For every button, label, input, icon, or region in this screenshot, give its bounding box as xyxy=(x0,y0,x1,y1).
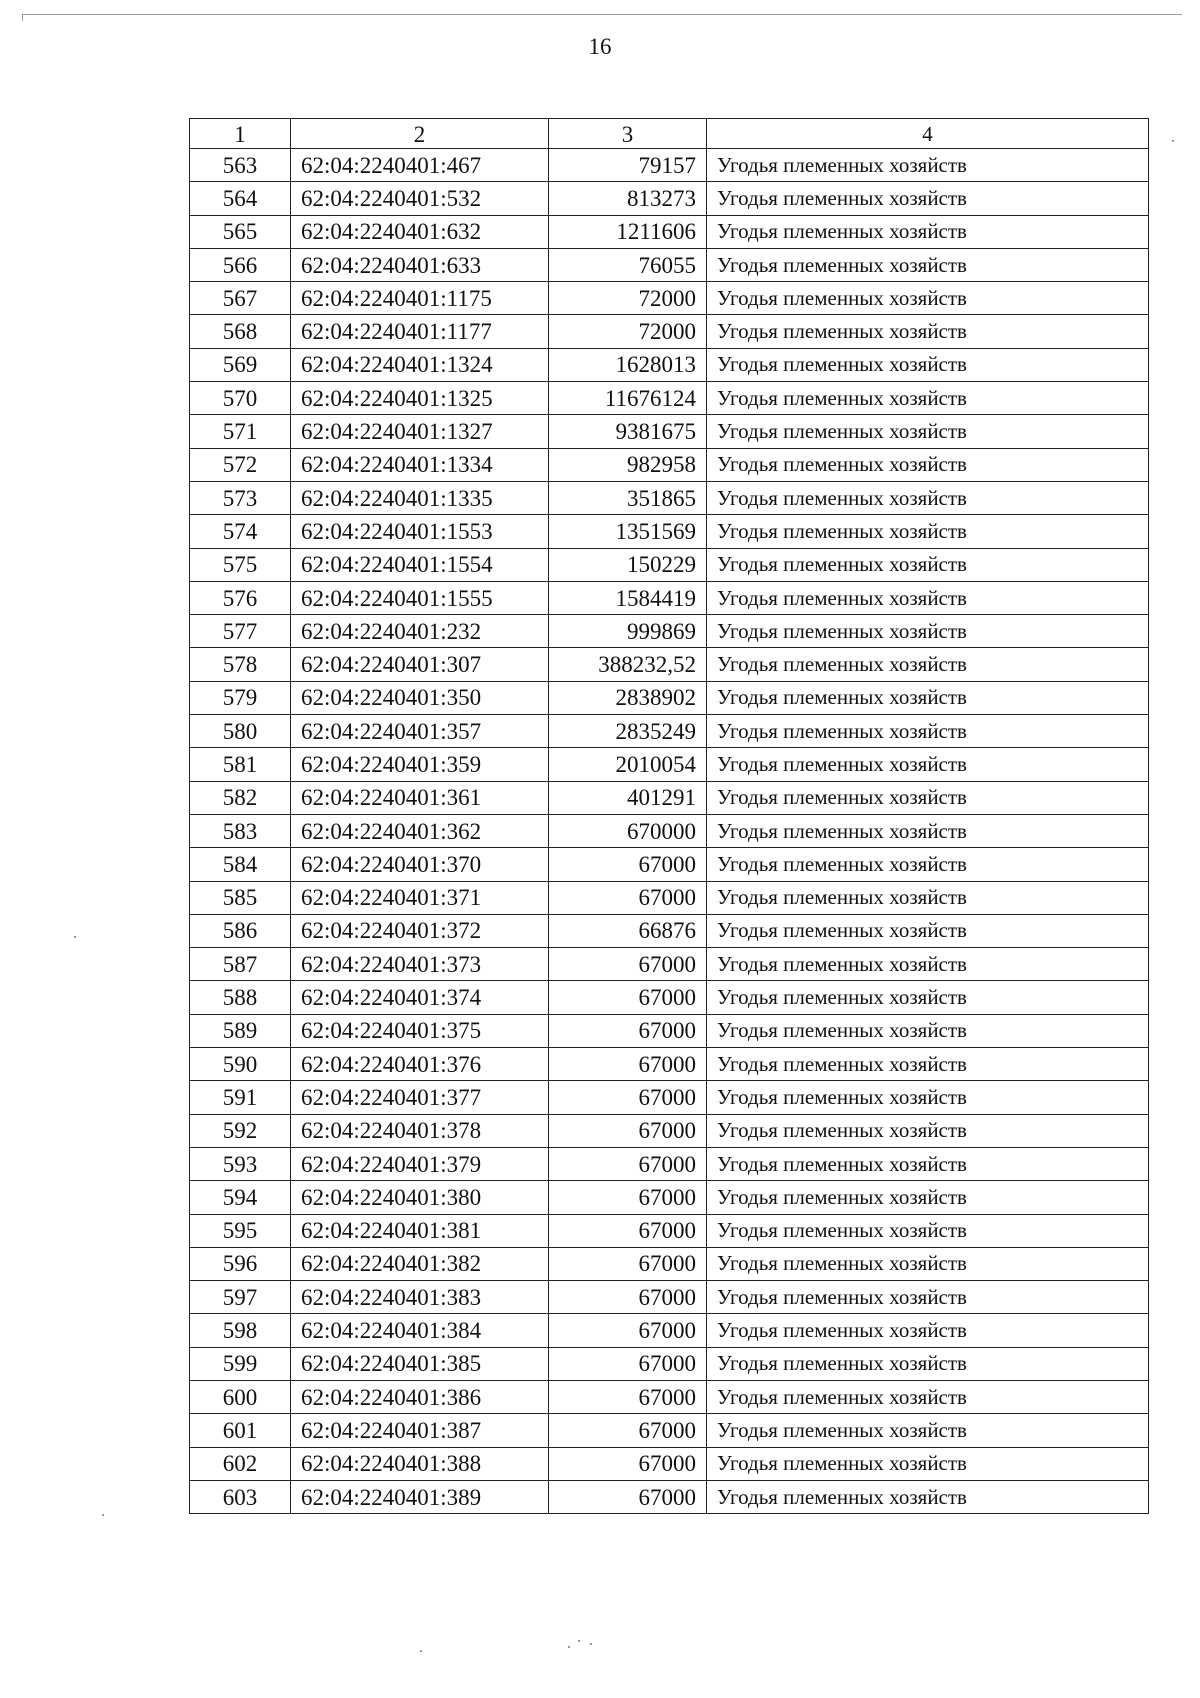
table-row xyxy=(190,1048,1149,1081)
row-number-cell: 564 xyxy=(190,182,291,215)
land-category-cell: Угодья племенных хозяйств xyxy=(707,814,1149,847)
area-cell: 72000 xyxy=(549,315,707,348)
cadastral-number-cell: 62:04:2240401:374 xyxy=(291,981,549,1014)
cadastral-number-cell: 62:04:2240401:467 xyxy=(291,149,549,182)
cadastral-number-cell: 62:04:2240401:1325 xyxy=(291,382,549,415)
row-number-cell: 587 xyxy=(190,948,291,981)
land-category-cell: Угодья племенных хозяйств xyxy=(707,248,1149,281)
area-cell: 67000 xyxy=(549,1114,707,1147)
table-row xyxy=(190,948,1149,981)
cadastral-number-cell: 62:04:2240401:307 xyxy=(291,648,549,681)
land-plots-table xyxy=(189,118,1149,1514)
area-cell: 76055 xyxy=(549,248,707,281)
land-category-cell: Угодья племенных хозяйств xyxy=(707,1147,1149,1180)
page-number: 16 xyxy=(588,34,612,59)
cadastral-number-cell: 62:04:2240401:359 xyxy=(291,748,549,781)
table-row xyxy=(190,1147,1149,1180)
table-row xyxy=(190,1214,1149,1247)
area-cell: 79157 xyxy=(549,149,707,182)
cadastral-number-cell: 62:04:2240401:1555 xyxy=(291,581,549,614)
row-number-cell: 581 xyxy=(190,748,291,781)
area-cell: 670000 xyxy=(549,814,707,847)
cadastral-number-cell: 62:04:2240401:1177 xyxy=(291,315,549,348)
area-cell: 67000 xyxy=(549,1447,707,1480)
area-cell: 72000 xyxy=(549,282,707,315)
table-header xyxy=(190,119,1149,149)
cadastral-number-cell: 62:04:2240401:387 xyxy=(291,1414,549,1447)
column-header-3: 3 xyxy=(549,119,707,149)
table-row xyxy=(190,1281,1149,1314)
scan-top-rule-tick xyxy=(22,14,23,21)
column-header-2: 2 xyxy=(291,119,549,149)
land-category-cell: Угодья племенных хозяйств xyxy=(707,1247,1149,1280)
table-row xyxy=(190,515,1149,548)
row-number-cell: 592 xyxy=(190,1114,291,1147)
land-category-cell: Угодья племенных хозяйств xyxy=(707,315,1149,348)
land-category-cell: Угодья племенных хозяйств xyxy=(707,515,1149,548)
row-number-cell: 596 xyxy=(190,1247,291,1280)
land-category-cell: Угодья племенных хозяйств xyxy=(707,348,1149,381)
table-row xyxy=(190,748,1149,781)
land-category-cell: Угодья племенных хозяйств xyxy=(707,648,1149,681)
row-number-cell: 597 xyxy=(190,1281,291,1314)
table-row xyxy=(190,814,1149,847)
land-category-cell: Угодья племенных хозяйств xyxy=(707,848,1149,881)
row-number-cell: 575 xyxy=(190,548,291,581)
cadastral-number-cell: 62:04:2240401:385 xyxy=(291,1347,549,1380)
area-cell: 11676124 xyxy=(549,382,707,415)
area-cell: 2010054 xyxy=(549,748,707,781)
cadastral-number-cell: 62:04:2240401:370 xyxy=(291,848,549,881)
land-category-cell: Угодья племенных хозяйств xyxy=(707,215,1149,248)
cadastral-number-cell: 62:04:2240401:633 xyxy=(291,248,549,281)
row-number-cell: 594 xyxy=(190,1181,291,1214)
row-number-cell: 567 xyxy=(190,282,291,315)
row-number-cell: 576 xyxy=(190,581,291,614)
table-row xyxy=(190,681,1149,714)
scan-speck xyxy=(578,1640,580,1642)
area-cell: 67000 xyxy=(549,948,707,981)
cadastral-number-cell: 62:04:2240401:532 xyxy=(291,182,549,215)
table-row xyxy=(190,581,1149,614)
cadastral-number-cell: 62:04:2240401:632 xyxy=(291,215,549,248)
row-number-cell: 580 xyxy=(190,715,291,748)
cadastral-number-cell: 62:04:2240401:1553 xyxy=(291,515,549,548)
area-cell: 67000 xyxy=(549,1247,707,1280)
table-row xyxy=(190,648,1149,681)
land-category-cell: Угодья племенных хозяйств xyxy=(707,415,1149,448)
table-row xyxy=(190,715,1149,748)
cadastral-number-cell: 62:04:2240401:375 xyxy=(291,1014,549,1047)
land-category-cell: Угодья племенных хозяйств xyxy=(707,1114,1149,1147)
land-category-cell: Угодья племенных хозяйств xyxy=(707,149,1149,182)
area-cell: 1628013 xyxy=(549,348,707,381)
table-row xyxy=(190,448,1149,481)
cadastral-number-cell: 62:04:2240401:380 xyxy=(291,1181,549,1214)
row-number-cell: 589 xyxy=(190,1014,291,1047)
row-number-cell: 600 xyxy=(190,1380,291,1413)
area-cell: 67000 xyxy=(549,1014,707,1047)
table-row xyxy=(190,1314,1149,1347)
area-cell: 982958 xyxy=(549,448,707,481)
scan-speck xyxy=(420,1650,422,1652)
cadastral-number-cell: 62:04:2240401:373 xyxy=(291,948,549,981)
table-row xyxy=(190,215,1149,248)
land-category-cell: Угодья племенных хозяйств xyxy=(707,1048,1149,1081)
table-row xyxy=(190,1380,1149,1413)
land-category-cell: Угодья племенных хозяйств xyxy=(707,748,1149,781)
table-row xyxy=(190,1447,1149,1480)
area-cell: 67000 xyxy=(549,981,707,1014)
cadastral-number-cell: 62:04:2240401:1335 xyxy=(291,481,549,514)
row-number-cell: 598 xyxy=(190,1314,291,1347)
area-cell: 67000 xyxy=(549,848,707,881)
area-cell: 67000 xyxy=(549,1281,707,1314)
table-row xyxy=(190,1347,1149,1380)
cadastral-number-cell: 62:04:2240401:361 xyxy=(291,781,549,814)
cadastral-number-cell: 62:04:2240401:350 xyxy=(291,681,549,714)
table-row xyxy=(190,248,1149,281)
land-category-cell: Угодья племенных хозяйств xyxy=(707,1081,1149,1114)
row-number-cell: 603 xyxy=(190,1480,291,1513)
row-number-cell: 573 xyxy=(190,481,291,514)
row-number-cell: 586 xyxy=(190,914,291,947)
cadastral-number-cell: 62:04:2240401:1554 xyxy=(291,548,549,581)
row-number-cell: 570 xyxy=(190,382,291,415)
cadastral-number-cell: 62:04:2240401:362 xyxy=(291,814,549,847)
area-cell: 67000 xyxy=(549,1081,707,1114)
area-cell: 67000 xyxy=(549,1314,707,1347)
row-number-cell: 578 xyxy=(190,648,291,681)
table-row xyxy=(190,415,1149,448)
area-cell: 1211606 xyxy=(549,215,707,248)
area-cell: 401291 xyxy=(549,781,707,814)
table-row xyxy=(190,481,1149,514)
area-cell: 1584419 xyxy=(549,581,707,614)
scan-speck xyxy=(568,1646,570,1648)
row-number-cell: 571 xyxy=(190,415,291,448)
cadastral-number-cell: 62:04:2240401:232 xyxy=(291,615,549,648)
row-number-cell: 582 xyxy=(190,781,291,814)
table-header-row xyxy=(190,119,1149,149)
cadastral-number-cell: 62:04:2240401:383 xyxy=(291,1281,549,1314)
area-cell: 67000 xyxy=(549,1048,707,1081)
table-row xyxy=(190,981,1149,1014)
cadastral-number-cell: 62:04:2240401:376 xyxy=(291,1048,549,1081)
area-cell: 67000 xyxy=(549,1380,707,1413)
table-row xyxy=(190,781,1149,814)
cadastral-number-cell: 62:04:2240401:1334 xyxy=(291,448,549,481)
land-category-cell: Угодья племенных хозяйств xyxy=(707,282,1149,315)
table-row xyxy=(190,282,1149,315)
row-number-cell: 577 xyxy=(190,615,291,648)
table-row xyxy=(190,1081,1149,1114)
area-cell: 67000 xyxy=(549,1214,707,1247)
area-cell: 67000 xyxy=(549,1181,707,1214)
cadastral-number-cell: 62:04:2240401:378 xyxy=(291,1114,549,1147)
land-category-cell: Угодья племенных хозяйств xyxy=(707,1181,1149,1214)
row-number-cell: 593 xyxy=(190,1147,291,1180)
table-row xyxy=(190,1247,1149,1280)
cadastral-number-cell: 62:04:2240401:1175 xyxy=(291,282,549,315)
land-category-cell: Угодья племенных хозяйств xyxy=(707,382,1149,415)
table-row xyxy=(190,848,1149,881)
row-number-cell: 590 xyxy=(190,1048,291,1081)
table-row xyxy=(190,182,1149,215)
land-category-cell: Угодья племенных хозяйств xyxy=(707,948,1149,981)
row-number-cell: 563 xyxy=(190,149,291,182)
area-cell: 67000 xyxy=(549,1414,707,1447)
row-number-cell: 595 xyxy=(190,1214,291,1247)
area-cell: 150229 xyxy=(549,548,707,581)
cadastral-number-cell: 62:04:2240401:384 xyxy=(291,1314,549,1347)
area-cell: 2835249 xyxy=(549,715,707,748)
land-category-cell: Угодья племенных хозяйств xyxy=(707,914,1149,947)
row-number-cell: 579 xyxy=(190,681,291,714)
scan-speck xyxy=(102,1514,104,1516)
row-number-cell: 599 xyxy=(190,1347,291,1380)
table-row xyxy=(190,382,1149,415)
area-cell: 999869 xyxy=(549,615,707,648)
scan-speck xyxy=(74,936,76,938)
cadastral-number-cell: 62:04:2240401:371 xyxy=(291,881,549,914)
column-header-1: 1 xyxy=(190,119,291,149)
land-category-cell: Угодья племенных хозяйств xyxy=(707,1214,1149,1247)
cadastral-number-cell: 62:04:2240401:381 xyxy=(291,1214,549,1247)
land-category-cell: Угодья племенных хозяйств xyxy=(707,715,1149,748)
area-cell: 67000 xyxy=(549,1347,707,1380)
land-category-cell: Угодья племенных хозяйств xyxy=(707,448,1149,481)
row-number-cell: 602 xyxy=(190,1447,291,1480)
row-number-cell: 601 xyxy=(190,1414,291,1447)
area-cell: 67000 xyxy=(549,1147,707,1180)
row-number-cell: 569 xyxy=(190,348,291,381)
area-cell: 813273 xyxy=(549,182,707,215)
area-cell: 9381675 xyxy=(549,415,707,448)
row-number-cell: 572 xyxy=(190,448,291,481)
cadastral-number-cell: 62:04:2240401:388 xyxy=(291,1447,549,1480)
land-category-cell: Угодья племенных хозяйств xyxy=(707,182,1149,215)
table-row xyxy=(190,881,1149,914)
land-category-cell: Угодья племенных хозяйств xyxy=(707,1281,1149,1314)
cadastral-number-cell: 62:04:2240401:1327 xyxy=(291,415,549,448)
table-row xyxy=(190,1114,1149,1147)
table-body xyxy=(190,149,1149,1514)
cadastral-number-cell: 62:04:2240401:372 xyxy=(291,914,549,947)
area-cell: 1351569 xyxy=(549,515,707,548)
area-cell: 351865 xyxy=(549,481,707,514)
table-row xyxy=(190,615,1149,648)
land-category-cell: Угодья племенных хозяйств xyxy=(707,1314,1149,1347)
table-row xyxy=(190,1181,1149,1214)
area-cell: 388232,52 xyxy=(549,648,707,681)
row-number-cell: 583 xyxy=(190,814,291,847)
area-cell: 67000 xyxy=(549,881,707,914)
table-row xyxy=(190,315,1149,348)
scan-speck xyxy=(590,1643,592,1645)
column-header-4: 4 xyxy=(707,119,1149,149)
row-number-cell: 566 xyxy=(190,248,291,281)
row-number-cell: 568 xyxy=(190,315,291,348)
cadastral-number-cell: 62:04:2240401:1324 xyxy=(291,348,549,381)
row-number-cell: 585 xyxy=(190,881,291,914)
land-category-cell: Угодья племенных хозяйств xyxy=(707,681,1149,714)
area-cell: 2838902 xyxy=(549,681,707,714)
scan-speck xyxy=(1172,140,1174,142)
land-category-cell: Угодья племенных хозяйств xyxy=(707,1480,1149,1513)
land-category-cell: Угодья племенных хозяйств xyxy=(707,881,1149,914)
land-category-cell: Угодья племенных хозяйств xyxy=(707,615,1149,648)
land-category-cell: Угодья племенных хозяйств xyxy=(707,481,1149,514)
scan-top-rule xyxy=(22,14,1182,15)
land-category-cell: Угодья племенных хозяйств xyxy=(707,981,1149,1014)
land-category-cell: Угодья племенных хозяйств xyxy=(707,1380,1149,1413)
land-category-cell: Угодья племенных хозяйств xyxy=(707,581,1149,614)
cadastral-number-cell: 62:04:2240401:389 xyxy=(291,1480,549,1513)
table-row xyxy=(190,1480,1149,1513)
land-category-cell: Угодья племенных хозяйств xyxy=(707,548,1149,581)
table-row xyxy=(190,914,1149,947)
table-row xyxy=(190,1014,1149,1047)
row-number-cell: 574 xyxy=(190,515,291,548)
area-cell: 66876 xyxy=(549,914,707,947)
row-number-cell: 565 xyxy=(190,215,291,248)
land-category-cell: Угодья племенных хозяйств xyxy=(707,1447,1149,1480)
row-number-cell: 588 xyxy=(190,981,291,1014)
cadastral-number-cell: 62:04:2240401:382 xyxy=(291,1247,549,1280)
area-cell: 67000 xyxy=(549,1480,707,1513)
cadastral-number-cell: 62:04:2240401:357 xyxy=(291,715,549,748)
land-category-cell: Угодья племенных хозяйств xyxy=(707,1014,1149,1047)
table-row xyxy=(190,149,1149,182)
row-number-cell: 584 xyxy=(190,848,291,881)
cadastral-number-cell: 62:04:2240401:386 xyxy=(291,1380,549,1413)
cadastral-number-cell: 62:04:2240401:377 xyxy=(291,1081,549,1114)
table-row xyxy=(190,548,1149,581)
table-row xyxy=(190,348,1149,381)
land-category-cell: Угодья племенных хозяйств xyxy=(707,1414,1149,1447)
cadastral-number-cell: 62:04:2240401:379 xyxy=(291,1147,549,1180)
table-row xyxy=(190,1414,1149,1447)
land-category-cell: Угодья племенных хозяйств xyxy=(707,781,1149,814)
row-number-cell: 591 xyxy=(190,1081,291,1114)
land-category-cell: Угодья племенных хозяйств xyxy=(707,1347,1149,1380)
